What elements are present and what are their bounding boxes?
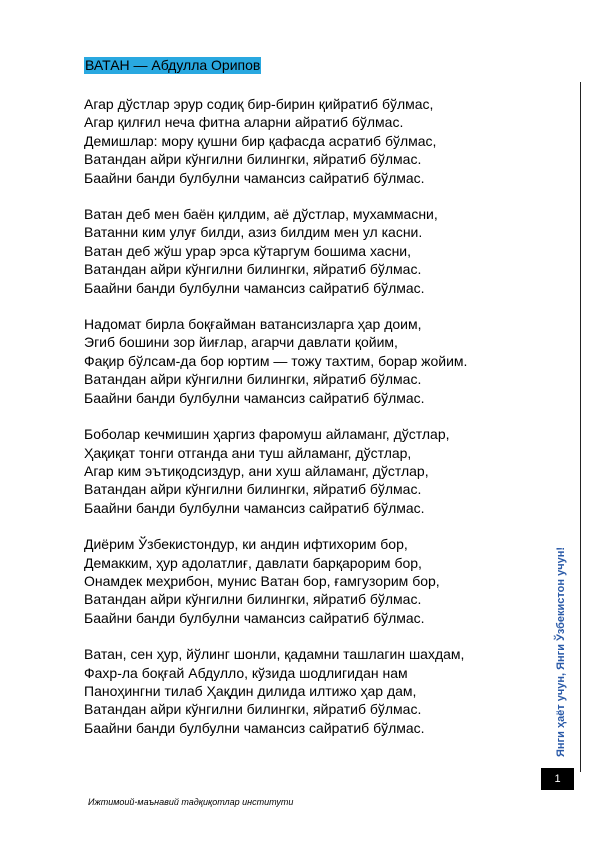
stanza — [84, 315, 534, 407]
poem-line: Надомат бирла боқғайман ватансизларга ҳар доим, — [84, 316, 422, 333]
poem-line: Баайни банди булбулни чамансиз сайратиб бўлмас. — [84, 499, 425, 516]
poem-line: Ватандан айри кўнгилни билингки, яйратиб бўлмас. — [84, 591, 422, 608]
poem-line: Ватандан айри кўнгилни билингки, яйратиб бўлмас. — [84, 481, 422, 498]
stanza — [84, 205, 534, 297]
stanza — [84, 425, 534, 517]
poem-line: Ватандан айри кўнгилни билингки, яйратиб бўлмас. — [84, 261, 422, 278]
poem-line: Ватандан айри кўнгилни билингки, яйратиб бўлмас. — [84, 371, 422, 388]
poem-line: Демакким, ҳур адолатлиғ, давлати барқарорим бор, — [84, 554, 422, 571]
poem-line: Ватан деб мен баён қилдим, аё дўстлар, мухаммасни, — [84, 206, 438, 223]
poem-line: Баайни банди булбулни чамансиз сайратиб бўлмас. — [84, 169, 425, 186]
poem-line: Ватан деб жўш урар эрса кўтаргум бошима хасни, — [84, 242, 412, 259]
side-slogan: Янги ҳаёт учун, Янги Ўзбекистон учун! — [555, 547, 567, 757]
poem-line: Фахр-ла боқғай Абдулло, кўзида шодлигидан нам — [84, 664, 408, 681]
side-rule — [580, 82, 581, 772]
footer-institute: Ижтимоий-маънавий тадқиқотлар институти — [88, 797, 294, 807]
stanza — [84, 535, 534, 627]
poem-line: Ҳақиқат тонги отганда ани туш айламанг, дўстлар, — [84, 444, 412, 461]
poem-line: Баайни банди булбулни чамансиз сайратиб бўлмас. — [84, 719, 425, 736]
poem-line: Боболар кечмишин ҳаргиз фаромуш айламанг, дўстлар, — [84, 426, 450, 443]
poem-line: Ватандан айри кўнгилни билингки, яйратиб бўлмас. — [84, 701, 422, 718]
poem-line: Агар ким эътиқодсиздур, ани хуш айламанг, дўстлар, — [84, 462, 429, 479]
poem-line: Фақир бўлсам-да бор юртим — тожу тахтим, борар жойим. — [84, 352, 468, 369]
poem-title: ВАТАН — Абдулла Орипов — [85, 57, 261, 73]
poem-line: Паноҳингни тилаб Ҳақдин дилида илтижо ҳар дам, — [84, 682, 417, 699]
poem-line: Ватанни ким улуғ билди, азиз билдим мен ул касни. — [84, 224, 423, 241]
poem-body — [84, 95, 534, 755]
poem-line: Эгиб бошини зор йиғлар, агарчи давлати қойим, — [84, 334, 398, 351]
poem-line: Баайни банди булбулни чамансиз сайратиб бўлмас. — [84, 279, 425, 296]
stanza — [84, 95, 534, 187]
poem-line: Агар қилғил неча фитна аларни айратиб бўлмас. — [84, 114, 404, 131]
stanza — [84, 645, 534, 737]
poem-line: Онамдек меҳрибон, мунис Ватан бор, ғамгузорим бор, — [84, 572, 440, 589]
poem-line: Демишлар: мору қушни бир қафасда асратиб бўлмас, — [84, 132, 437, 149]
poem-line: Диёрим Ўзбекистондур, ки андин ифтихорим бор, — [84, 536, 408, 553]
poem-line: Ватан, сен ҳур, йўлинг шонли, қадамни ташлагин шахдам, — [84, 646, 465, 663]
poem-line: Баайни банди булбулни чамансиз сайратиб бўлмас. — [84, 389, 425, 406]
page-number: 1 — [541, 768, 574, 790]
poem-line: Ватандан айри кўнгилни билингки, яйратиб бўлмас. — [84, 151, 422, 168]
poem-line: Агар дўстлар эрур содиқ бир-бирин қийратиб бўлмас, — [84, 96, 434, 112]
poem-line: Баайни банди булбулни чамансиз сайратиб бўлмас. — [84, 609, 425, 626]
